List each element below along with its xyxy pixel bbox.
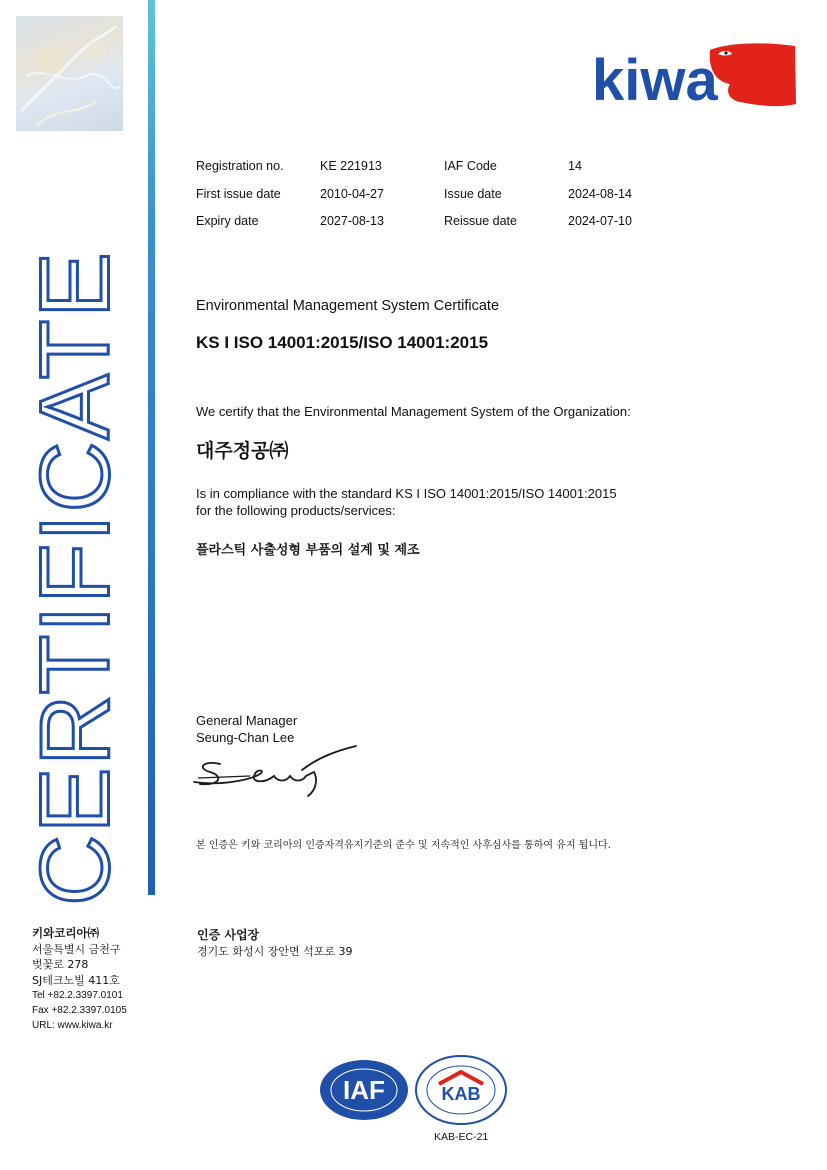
issuer-address-1: 서울특별시 금천구 bbox=[32, 942, 121, 956]
issue-date-value: 2024-08-14 bbox=[568, 187, 632, 201]
vertical-divider bbox=[148, 0, 155, 895]
expiry-date-value: 2027-08-13 bbox=[320, 214, 384, 228]
issuer-info bbox=[32, 926, 127, 1033]
issuer-url: URL: www.kiwa.kr bbox=[32, 1020, 113, 1031]
first-issue-date-label: First issue date bbox=[196, 187, 281, 201]
kab-logo bbox=[413, 1054, 509, 1126]
certified-site-label: 인증 사업장 bbox=[197, 928, 260, 942]
iaf-code-label: IAF Code bbox=[444, 159, 497, 173]
signatory-title: General Manager bbox=[196, 713, 298, 728]
certificate-type: Environmental Management System Certificate bbox=[196, 298, 500, 314]
issuer-fax: Fax +82.2.3397.0105 bbox=[32, 1005, 127, 1016]
signatory-block bbox=[196, 712, 297, 746]
certified-site-address: 경기도 화성시 장안면 석포로 39 bbox=[197, 945, 353, 958]
iaf-logo-text: IAF bbox=[343, 1075, 385, 1105]
registration-number-value: KE 221913 bbox=[320, 159, 382, 173]
vertical-certificate-text: CERTIFICATE bbox=[19, 250, 130, 906]
compliance-statement bbox=[196, 485, 617, 519]
compliance-line-1: Is in compliance with the standard KS I ISO 14001:2015/ISO 14001:2015 bbox=[196, 486, 617, 501]
compliance-line-2: for the following products/services: bbox=[196, 503, 396, 518]
accreditation-code: KAB-EC-21 bbox=[434, 1131, 489, 1143]
iaf-mla-logo bbox=[318, 1058, 410, 1122]
handwritten-signature bbox=[190, 742, 360, 798]
standard-title: KS I ISO 14001:2015/ISO 14001:2015 bbox=[196, 333, 489, 352]
maintenance-notice: 본 인증은 키와 코리아의 인증자격유지기준의 준수 및 지속적인 사후심사를 통하여 유지 됩니다. bbox=[196, 840, 611, 851]
iaf-code-value: 14 bbox=[568, 159, 582, 173]
issuer-address-3: SJ테크노빌 411호 bbox=[32, 973, 120, 987]
decorative-corner-art bbox=[16, 16, 123, 131]
registration-number-label: Registration no. bbox=[196, 159, 284, 173]
issuer-tel: Tel +82.2.3397.0101 bbox=[32, 990, 123, 1001]
kiwa-logo bbox=[590, 42, 800, 114]
certification-scope: 플라스틱 사출성형 부품의 설계 및 제조 bbox=[196, 543, 420, 558]
signatory-name: Seung-Chan Lee bbox=[196, 730, 295, 745]
organization-name: 대주정공㈜ bbox=[196, 440, 289, 462]
issuer-name: 키와코리아㈜ bbox=[32, 926, 100, 940]
kab-logo-text: KAB bbox=[441, 1084, 481, 1104]
certify-statement: We certify that the Environmental Management System of the Organization: bbox=[196, 404, 631, 419]
reissue-date-value: 2024-07-10 bbox=[568, 214, 632, 228]
expiry-date-label: Expiry date bbox=[196, 214, 259, 228]
issue-date-label: Issue date bbox=[444, 187, 502, 201]
kiwa-logo-text: kiwa bbox=[592, 48, 718, 113]
issuer-address-2: 벚꽃로 278 bbox=[32, 958, 89, 971]
reissue-date-label: Reissue date bbox=[444, 214, 517, 228]
first-issue-date-value: 2010-04-27 bbox=[320, 187, 384, 201]
